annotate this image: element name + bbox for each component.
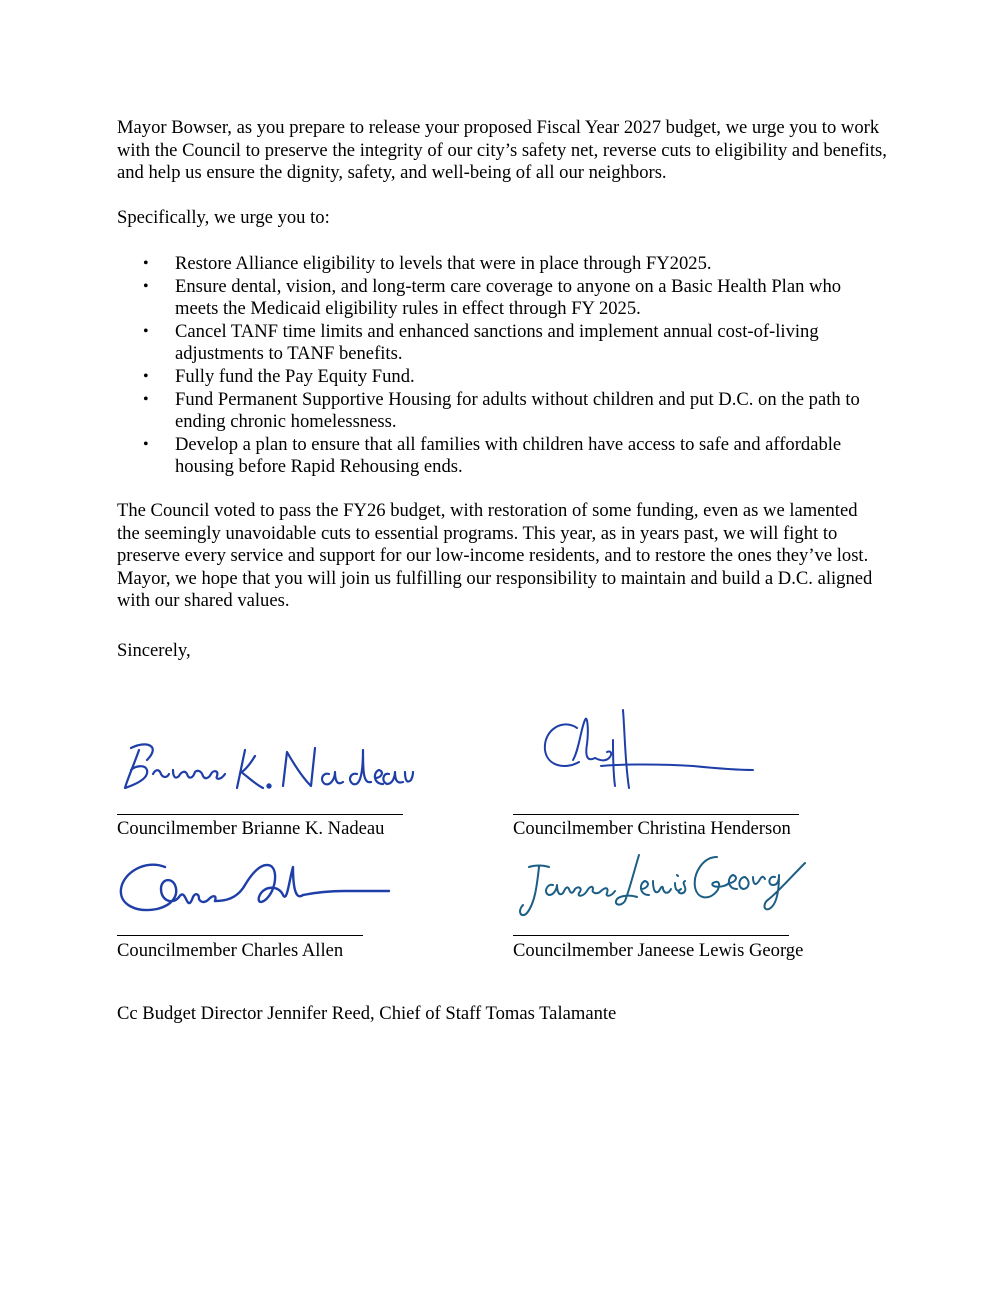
- urge-lead-text: Specifically, we urge you to:: [117, 207, 330, 228]
- signature-line: [117, 814, 403, 815]
- signature-allen-image: [117, 845, 407, 935]
- signature-line: [513, 935, 789, 936]
- closing-salutation: Sincerely,: [117, 640, 191, 661]
- list-item: • Cancel TANF time limits and enhanced sanctions and implement annual cost-of-living adjustments to TANF benefits.: [117, 321, 887, 366]
- signature-block-allen: [117, 845, 437, 965]
- council-paragraph: The Council voted to pass the FY26 budget, with restoration of some funding, even as we lamented the seemingly unavoidable cuts to essential programs. This year, as in years past, we will fight to preserve every service and support for our low-income residents, and to restore the ones they’ve lost. Mayor, we hope that you will join us fulfilling our responsibility to maintain and build a D.C. aligned with our shared values.: [117, 500, 873, 612]
- signature-henderson-image: [513, 700, 813, 810]
- signature-block-henderson: [513, 700, 833, 839]
- signatory-name: Councilmember Brianne K. Nadeau: [117, 818, 385, 839]
- signatory-name: Councilmember Janeese Lewis George: [513, 940, 804, 961]
- signature-george-image: [513, 845, 813, 935]
- signature-line: [513, 814, 799, 815]
- signature-block-george: [513, 845, 833, 965]
- list-item: • Develop a plan to ensure that all families with children have access to safe and affordable housing before Rapid Rehousing ends.: [117, 434, 887, 479]
- signature-nadeau-image: [117, 700, 417, 810]
- signatory-name: Councilmember Charles Allen: [117, 940, 344, 961]
- list-item: • Fund Permanent Supportive Housing for adults without children and put D.C. on the path to ending chronic homelessness.: [117, 389, 887, 434]
- signatory-name: Councilmember Christina Henderson: [513, 818, 791, 839]
- requests-list: [117, 253, 887, 479]
- intro-paragraph: Mayor Bowser, as you prepare to release your proposed Fiscal Year 2027 budget, we urge you to work with the Council to preserve the integrity of our city’s safety net, reverse cuts to eligibility and benefits, and help us ensure the dignity, safety, and well-being of all our neighbors.: [117, 117, 887, 184]
- signature-block-nadeau: [117, 700, 437, 839]
- list-item: • Fully fund the Pay Equity Fund.: [117, 366, 887, 389]
- cc-line: Cc Budget Director Jennifer Reed, Chief of Staff Tomas Talamante: [117, 1003, 617, 1024]
- list-item: • Restore Alliance eligibility to levels that were in place through FY2025.: [117, 253, 887, 276]
- list-item: • Ensure dental, vision, and long-term care coverage to anyone on a Basic Health Plan who meets the Medicaid eligibility rules in effect through FY 2025.: [117, 276, 887, 321]
- signature-line: [117, 935, 363, 936]
